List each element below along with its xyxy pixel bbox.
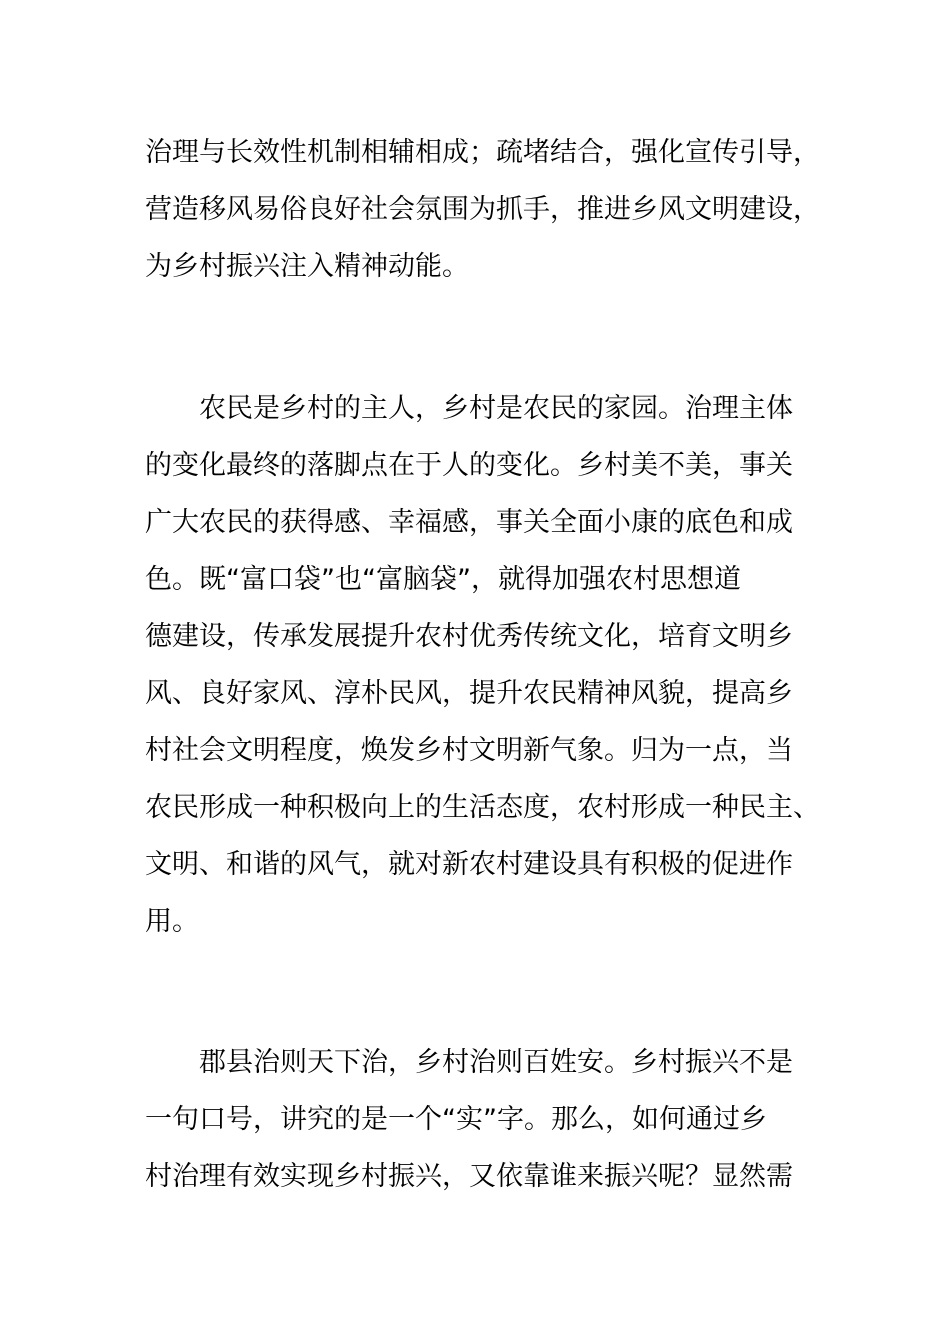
- text-line: 农民形成一种积极向上的生活态度，农村形成一种民主、: [145, 792, 820, 823]
- text-line: 村治理有效实现乡村振兴，又依靠谁来振兴呢？显然需: [145, 1161, 793, 1192]
- text-line: 文明、和谐的风气，就对新农村建设具有积极的促进作: [145, 849, 793, 880]
- text-line: 风、良好家风、淳朴民风，提升农民精神风貌，提高乡: [145, 678, 793, 709]
- text-line: 村社会文明程度，焕发乡村文明新气象。归为一点，当: [145, 735, 793, 766]
- text-line: 用。: [145, 906, 199, 937]
- text-line: 的变化最终的落脚点在于人的变化。乡村美不美，事关: [145, 450, 793, 481]
- text-line: 治理与长效性机制相辅相成；疏堵结合，强化宣传引导，: [145, 137, 820, 168]
- text-line: 为乡村振兴注入精神动能。: [145, 251, 469, 282]
- text-line: 色。既“富口袋”也“富脑袋”，就得加强农村思想道: [145, 564, 741, 595]
- text-line: 农民是乡村的主人，乡村是农民的家园。治理主体: [199, 393, 793, 424]
- text-line: 营造移风易俗良好社会氛围为抓手，推进乡风文明建设，: [145, 194, 820, 225]
- text-line: 一句口号，讲究的是一个“实”字。那么，如何通过乡: [145, 1104, 767, 1135]
- text-line: 郡县治则天下治，乡村治则百姓安。乡村振兴不是: [199, 1047, 793, 1078]
- paragraph-3: [145, 1034, 845, 1205]
- paragraph-1: [145, 124, 845, 295]
- text-line: 广大农民的获得感、幸福感，事关全面小康的底色和成: [145, 507, 793, 538]
- paragraph-2: [145, 380, 845, 950]
- text-line: 德建设，传承发展提升农村优秀传统文化，培育文明乡: [145, 621, 793, 652]
